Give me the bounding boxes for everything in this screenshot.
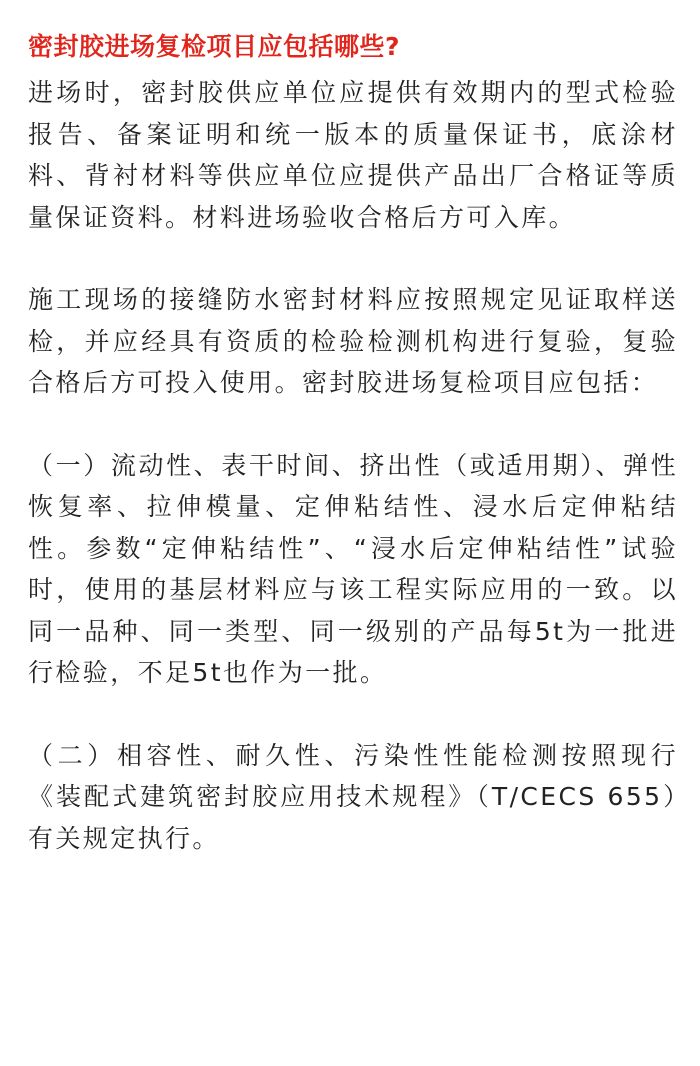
paragraph-spacer bbox=[28, 694, 678, 735]
paragraph-item-two: （二）相容性、耐久性、污染性性能检测按照现行《装配式建筑密封胶应用技术规程》（T/CECS 655）有关规定执行。 bbox=[28, 740, 678, 853]
paragraph-item-one: （一）流动性、表干时间、挤出性（或适用期）、弹性恢复率、拉伸模量、定伸粘结性、浸水后定伸粘结性。参数“定伸粘结性”、“浸水后定伸粘结性”试验时，使用的基层材料应与该工程实际应用的一致。以同一品种、同一类型、同一级别的产品每5t为一批进行检验，不足5t也作为一批。 bbox=[28, 450, 678, 687]
paragraph-spacer bbox=[28, 404, 678, 445]
paragraph-spacer bbox=[28, 238, 678, 279]
article-title: 密封胶进场复检项目应包括哪些? bbox=[28, 32, 401, 61]
paragraph-sampling-retest: 施工现场的接缝防水密封材料应按照规定见证取样送检，并应经具有资质的检验检测机构进行复验，复验合格后方可投入使用。密封胶进场复检项目应包括： bbox=[28, 285, 678, 397]
paragraph-inspection-documents: 进场时，密封胶供应单位应提供有效期内的型式检验报告、备案证明和统一版本的质量保证书，底涂材料、背衬材料等供应单位应提供产品出厂合格证等质量保证资料。材料进场验收合格后方可入库。 bbox=[28, 78, 678, 232]
